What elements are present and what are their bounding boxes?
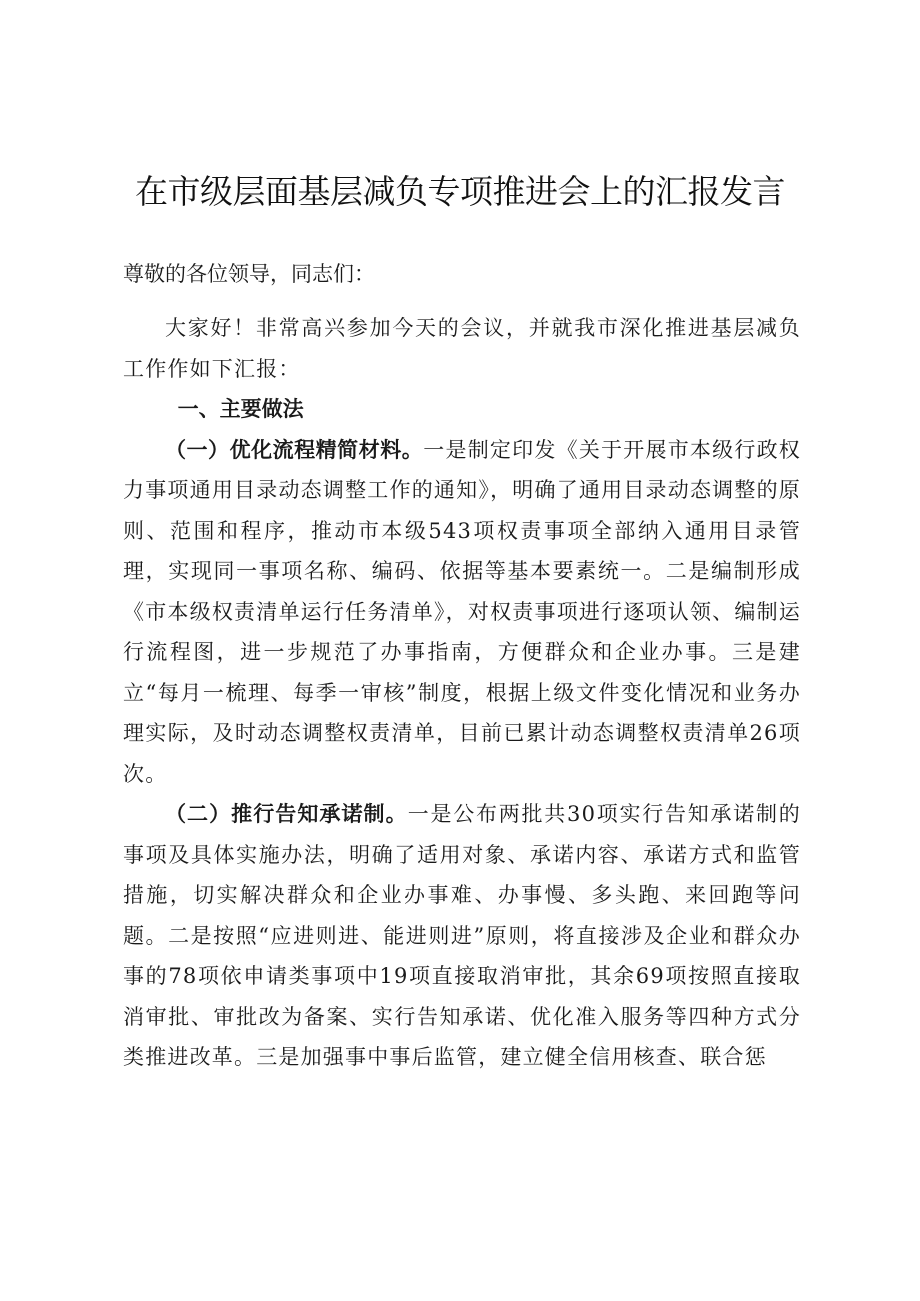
salutation: 尊敬的各位领导，同志们：: [123, 262, 375, 286]
item-2-lead: （二）推行告知承诺制。: [165, 802, 408, 826]
item-paragraph-2: [123, 794, 801, 1078]
document-body: [123, 308, 801, 1078]
item-1-lead: （一）优化流程精简材料。: [165, 437, 424, 462]
item-paragraph-1: [123, 430, 801, 795]
item-1-text: 一是制定印发《关于开展市本级行政权力事项通用目录动态调整工作的通知》，明确了通用目录动态调整的原则、范围和程序，推动市本级543项权责事项全部纳入通用目录管理，实现同一事项名称、编码、依据等基本要素统一。二是编制形成《市本级权责清单运行任务清单》，对权责事项进行逐项认领、编制运行流程图，进一步规范了办事指南，方便群众和企业办事。三是建立“每月一梳理、每季一审核”制度，根据上级文件变化情况和业务办理实际，及时动态调整权责清单，目前已累计动态调整权责清单26项次。: [123, 437, 802, 786]
item-2-text: 一是公布两批共30项实行告知承诺制的事项及具体实施办法，明确了适用对象、承诺内容、承诺方式和监管措施，切实解决群众和企业办事难、办事慢、多头跑、来回跑等问题。二是按照“应进则进、能进则进”原则，将直接涉及企业和群众办事的78项依申请类事项中19项直接取消审批，其余69项按照直接取消审批、审批改为备案、实行告知承诺、优化准入服务等四种方式分类推进改革。三是加强事中事后监管，建立健全信用核查、联合惩: [123, 802, 801, 1069]
section-heading-main-practices: 一、主要做法: [177, 397, 304, 421]
document-title: 在市级层面基层减负专项推进会上的汇报发言: [135, 172, 785, 211]
opening-paragraph: 大家好！非常高兴参加今天的会议，并就我市深化推进基层减负工作作如下汇报：: [123, 316, 801, 381]
